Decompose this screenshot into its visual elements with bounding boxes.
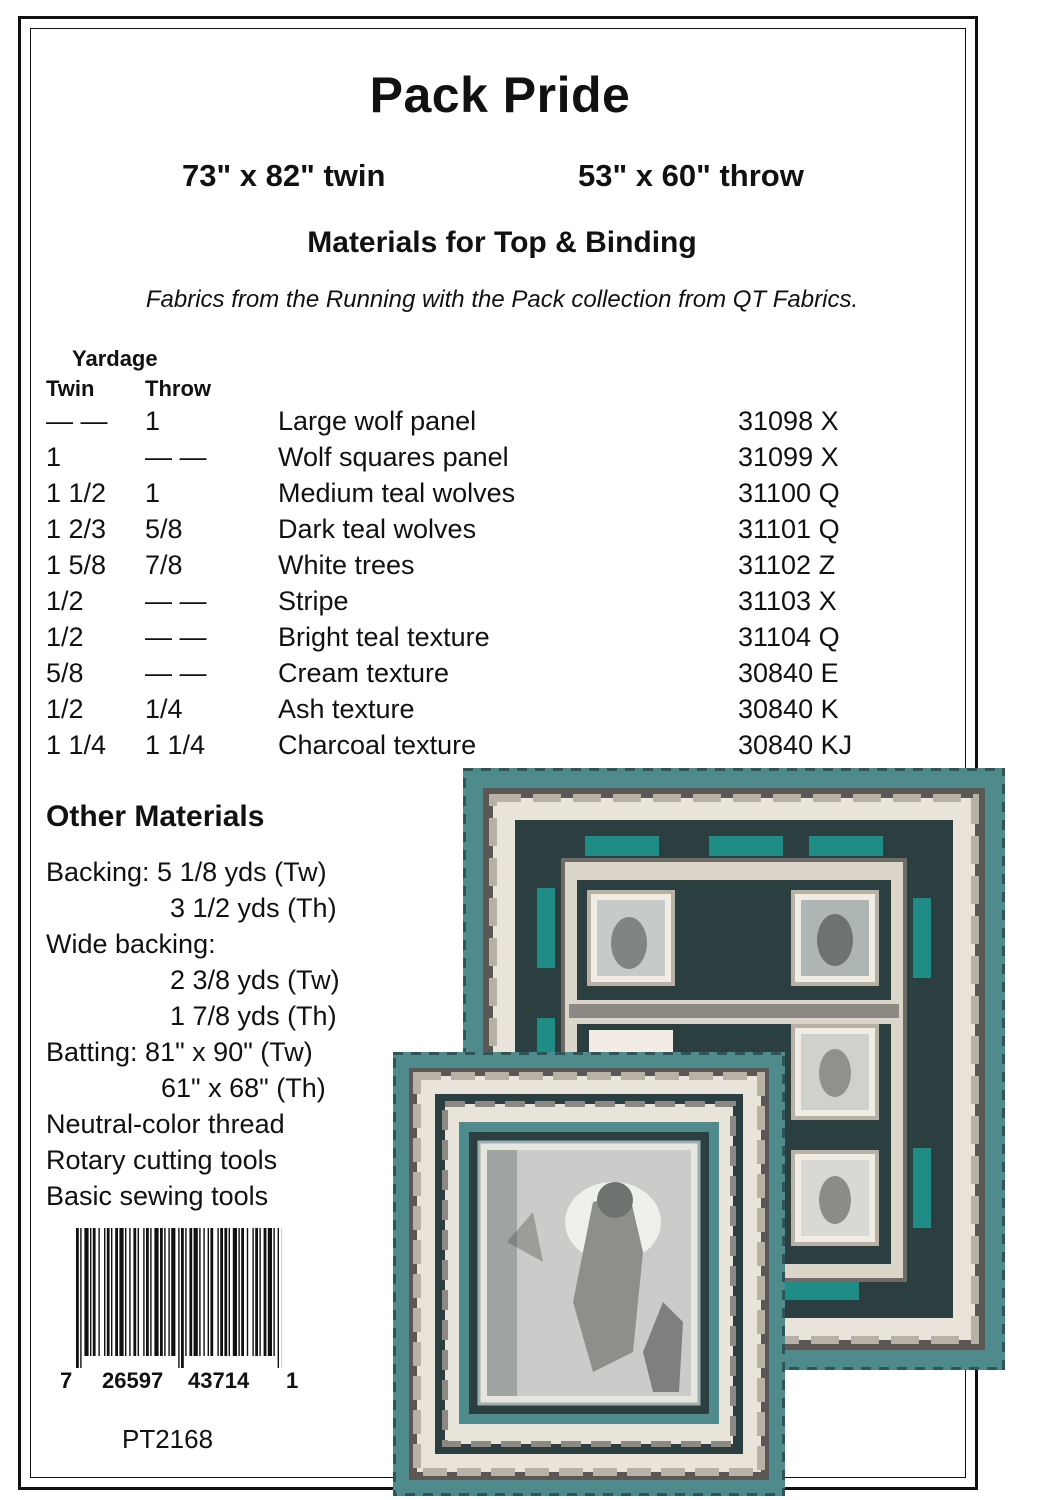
fabric-name: Large wolf panel [278,406,477,436]
barcode-bar [220,1228,223,1356]
barcode-bar [247,1228,248,1356]
barcode-bar [210,1228,213,1356]
fabric-name: Stripe [278,586,349,616]
barcode-bar [93,1228,96,1356]
throw-quilt-image [393,1052,785,1496]
throw-column-header: Throw [145,376,211,401]
twin-yardage: 1/2 [46,694,84,724]
thread-line: Neutral-color thread [46,1109,285,1139]
throw-yardage: 1 [145,406,161,436]
barcode-bar [129,1228,130,1356]
barcode-bar [98,1228,99,1356]
batting-throw-line: 61" x 68" (Th) [161,1073,326,1103]
barcode-bar [241,1228,244,1356]
rotary-tools-line: Rotary cutting tools [46,1145,278,1175]
barcode-bar [199,1228,200,1356]
barcode-bar [255,1228,258,1356]
barcode-bar [84,1228,88,1356]
fabric-code: 30840 K [738,694,839,724]
fabric-name: Medium teal wolves [278,478,516,508]
barcode-bar [264,1228,267,1356]
throw-yardage: 1 1/4 [145,730,206,760]
barcode-digits-left: 26597 [102,1368,164,1393]
barcode-bar [143,1228,144,1356]
fabric-collection-note: Fabrics from the Running with the Pack collection from QT Fabrics. [145,286,859,313]
fabric-code: 30840 E [738,658,839,688]
barcode-bar [168,1228,169,1356]
barcode-bar [181,1228,184,1368]
pattern-sku: PT2168 [122,1424,214,1454]
pattern-title: Pack Pride [369,67,631,123]
throw-yardage: 5/8 [145,514,183,544]
fabric-code: 30840 KJ [738,730,853,760]
barcode-bar [224,1228,227,1356]
barcode-bar [115,1228,118,1356]
fabric-name: White trees [278,550,415,580]
yardage-label: Yardage [72,346,158,371]
barcode-bar [278,1228,279,1368]
materials-heading: Materials for Top & Binding [307,226,697,259]
other-materials-heading: Other Materials [46,800,265,833]
barcode-bar [189,1228,192,1356]
throw-yardage: — — [145,442,207,472]
batting-line: Batting: 81" x 90" (Tw) [46,1037,313,1067]
barcode-bar [259,1228,260,1356]
throw-yardage: — — [145,622,207,652]
throw-yardage: — — [145,586,207,616]
twin-yardage: 1 1/2 [46,478,107,508]
barcode-bar [160,1228,163,1356]
fabric-name: Cream texture [278,658,450,688]
fabric-code: 31102 Z [738,550,836,580]
wide-backing-twin-line: 2 3/8 yds (Tw) [170,965,340,995]
barcode-digit-lead: 7 [60,1368,73,1393]
barcode [76,1228,282,1368]
wide-backing-line: Wide backing: [46,929,216,959]
barcode-bar [171,1228,175,1356]
twin-yardage: 1 1/4 [46,730,107,760]
twin-yardage: 1/2 [46,622,84,652]
fabric-name: Dark teal wolves [278,514,477,544]
barcode-bar [104,1228,105,1356]
fabric-name: Charcoal texture [278,730,477,760]
barcode-bar [194,1228,198,1356]
barcode-bar [203,1228,204,1356]
fabric-code: 31104 Q [738,622,840,652]
twin-yardage: 1 5/8 [46,550,107,580]
barcode-bar [133,1228,136,1356]
throw-yardage: 7/8 [145,550,183,580]
barcode-bar [208,1228,209,1356]
throw-size: 53" x 60" throw [578,158,804,193]
sewing-tools-line: Basic sewing tools [46,1181,269,1211]
barcode-bar [268,1228,272,1356]
fabric-name: Ash texture [278,694,415,724]
backing-line: Backing: 5 1/8 yds (Tw) [46,857,327,887]
barcode-bar [229,1228,230,1356]
barcode-bar [178,1228,179,1368]
fabric-code: 31100 Q [738,478,840,508]
barcode-bar [107,1228,110,1356]
twin-yardage: 1 [46,442,62,472]
barcode-bar [185,1228,186,1356]
barcode-bar [273,1228,274,1356]
fabric-name: Wolf squares panel [278,442,509,472]
barcode-digits-right: 43714 [188,1368,250,1393]
barcode-bar [138,1228,139,1356]
barcode-bar [76,1228,79,1368]
barcode-bar [111,1228,112,1356]
barcode-bar [150,1228,151,1356]
barcode-bar [154,1228,158,1356]
twin-yardage: 1/2 [46,586,84,616]
barcode-bar [164,1228,165,1356]
twin-yardage: 5/8 [46,658,84,688]
throw-yardage: 1/4 [145,694,183,724]
twin-yardage: — — [46,406,108,436]
barcode-bar [252,1228,253,1356]
throw-yardage: — — [145,658,207,688]
fabric-name: Bright teal texture [278,622,490,652]
fabric-code: 31099 X [738,442,839,472]
fabric-code: 31098 X [738,406,839,436]
barcode-digit-check: 1 [286,1368,299,1393]
twin-yardage: 1 2/3 [46,514,107,544]
fabric-code: 31103 X [738,586,837,616]
barcode-bar [217,1228,218,1356]
throw-yardage: 1 [145,478,161,508]
barcode-bar [125,1228,126,1356]
barcode-bar [233,1228,237,1356]
barcode-bar [80,1228,81,1368]
twin-size: 73" x 82" twin [182,158,386,193]
fabric-code: 31101 Q [738,514,840,544]
barcode-bar [119,1228,123,1356]
barcode-bar [90,1228,91,1356]
twin-column-header: Twin [46,376,95,401]
wide-backing-throw-line: 1 7/8 yds (Th) [170,1001,337,1031]
backing-throw-line: 3 1/2 yds (Th) [170,893,337,923]
barcode-bar [146,1228,149,1356]
barcode-bar [238,1228,239,1356]
